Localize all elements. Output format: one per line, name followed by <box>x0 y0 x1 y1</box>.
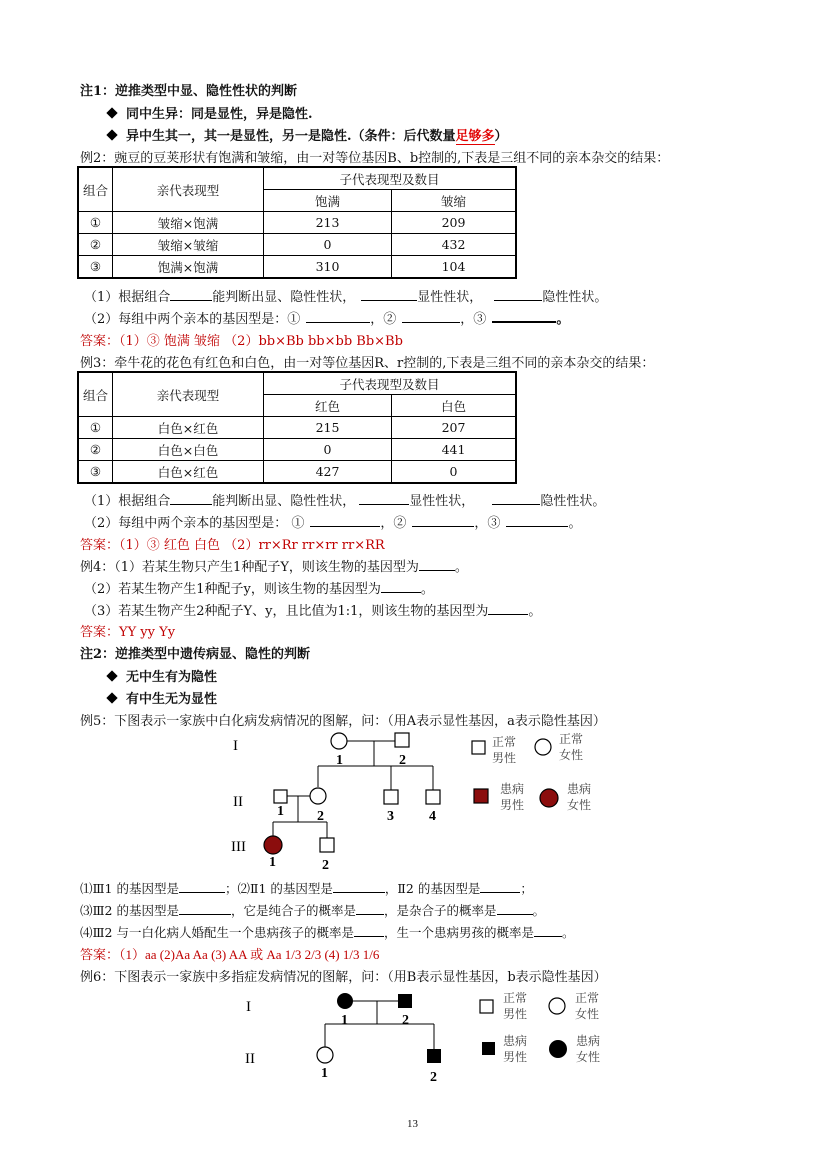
normal-male-symbol <box>320 838 334 852</box>
ex4-question1: 例4：（1）若某生物只产生1种配子Y，则该生物的基因型为 。 <box>80 560 468 575</box>
table-subheader: 饱满 <box>264 190 392 212</box>
table-row: ③ 白色×红色 427 0 <box>78 461 516 484</box>
legend-normal-male-icon <box>480 1000 493 1013</box>
note2-title: 注2：逆推类型中遗传病显、隐性的判断 <box>80 647 311 662</box>
legend-affected-male-icon <box>482 1042 495 1055</box>
normal-female-symbol <box>331 733 347 749</box>
table-row: ③ 饱满×饱满 310 104 <box>78 256 516 279</box>
table-header: 组合 <box>78 167 113 212</box>
svg-text:患病: 患病 <box>503 1034 528 1048</box>
table-subheader: 红色 <box>264 395 392 417</box>
legend-normal-male-icon <box>472 741 485 754</box>
ex5-intro: 例5：下图表示一家族中白化病发病情况的图解，问：（用A表示显性基因，a表示隐性基因） <box>80 714 606 729</box>
legend-affected-male-icon <box>474 789 488 803</box>
note1-bullet1: 同中生异：同是显性，异是隐性. <box>104 103 313 122</box>
normal-male-symbol <box>395 733 409 747</box>
table-header: 子代表现型及数目 <box>264 167 517 190</box>
svg-text:男性: 男性 <box>492 751 517 765</box>
table-row: ② 白色×白色 0 441 <box>78 439 516 461</box>
svg-text:正常: 正常 <box>492 735 517 749</box>
normal-male-symbol <box>384 790 398 804</box>
ex5-question2: ⑶Ⅲ2 的基因型是 ，它是纯合子的概率是 ，是杂合子的概率是 。 <box>80 903 546 918</box>
individual-number: 2 <box>399 753 406 768</box>
table-row: ① 白色×红色 215 207 <box>78 417 516 439</box>
ex5-question3: ⑷Ⅲ2 与一白化病人婚配生一个患病孩子的概率是 ，生一个患病男孩的概率是 。 <box>80 925 575 940</box>
affected-female-symbol <box>264 836 282 854</box>
svg-text:患病: 患病 <box>576 1034 601 1048</box>
ex4-answer: 答案：YY yy Yy <box>80 625 176 640</box>
legend-normal-female-icon <box>549 998 565 1014</box>
svg-text:女性: 女性 <box>559 748 584 762</box>
ex4-question2: （2）若某生物产生1种配子y，则该生物的基因型为 。 <box>84 582 434 597</box>
note2-bullet2: 有中生无为显性 <box>104 688 217 707</box>
svg-text:患病: 患病 <box>567 782 592 796</box>
individual-number: 1 <box>277 804 284 819</box>
generation-label: III <box>231 839 246 855</box>
note1-bullet2: 异中生其一，其一是显性，另一是隐性.（条件：后代数量足够多） <box>104 125 508 144</box>
svg-text:2: 2 <box>402 1013 409 1028</box>
table-header: 亲代表现型 <box>113 372 264 417</box>
individual-number: 4 <box>429 809 436 824</box>
ex3-answer: 答案：（1）③ 红色 白色 （2）rr×Rr rr×rr rr×RR <box>80 538 385 553</box>
svg-text:女性: 女性 <box>567 798 592 812</box>
page-number: 13 <box>407 1118 418 1130</box>
svg-text:2: 2 <box>430 1070 437 1085</box>
generation-label: I <box>233 738 238 754</box>
ex4-question3: （3）若某生物产生2种配子Y、y，且比值为1:1，则该生物的基因型为 。 <box>84 604 542 619</box>
svg-text:正常: 正常 <box>575 991 600 1005</box>
ex6-intro: 例6：下图表示一家族中多指症发病情况的图解，问：（用B表示显性基因，b表示隐性基因） <box>80 970 607 985</box>
svg-text:1: 1 <box>341 1013 348 1028</box>
individual-number: 2 <box>317 809 324 824</box>
normal-male-symbol <box>426 790 440 804</box>
normal-female-symbol <box>317 1047 333 1063</box>
ex5-answer: 答案：（1）aa (2)Aa Aa (3) AA 或 Aa 1/3 2/3 (4) 1/3 1/6 <box>80 947 380 963</box>
affected-male-symbol <box>398 994 412 1008</box>
normal-female-symbol <box>310 788 326 804</box>
ex2-question1: （1）根据组合 能判断出显、隐性性状， 显性性状， 隐性性状。 <box>84 290 608 305</box>
individual-number: 2 <box>322 858 329 873</box>
svg-text:女性: 女性 <box>576 1050 601 1064</box>
highlight-text: 足够多 <box>455 129 495 144</box>
ex2-question2: （2）每组中两个亲本的基因型是：① ，② ，③ 。 <box>84 308 569 327</box>
table-header: 子代表现型及数目 <box>264 372 517 395</box>
ex5-question1: ⑴Ⅲ1 的基因型是 ；⑵Ⅱ1 的基因型是 ，Ⅱ2 的基因型是 ； <box>80 881 533 896</box>
generation-label: I <box>246 999 251 1015</box>
note2-bullet1: 无中生有为隐性 <box>104 666 217 685</box>
individual-number: 3 <box>387 809 394 824</box>
note1-title: 注1：逆推类型中显、隐性性状的判断 <box>80 84 298 99</box>
generation-label: II <box>233 794 243 810</box>
individual-number: 1 <box>269 855 276 870</box>
svg-text:男性: 男性 <box>503 1050 528 1064</box>
affected-female-symbol <box>337 993 353 1009</box>
ex3-question2: （2）每组中两个亲本的基因型是： ① ，② ，③ 。 <box>84 516 582 531</box>
legend-normal-female-icon <box>535 739 551 755</box>
normal-male-symbol <box>274 790 287 803</box>
legend-affected-female-icon <box>549 1040 567 1058</box>
table-row: ① 皱缩×饱满 213 209 <box>78 212 516 234</box>
legend-affected-female-icon <box>540 789 558 807</box>
svg-text:正常: 正常 <box>503 991 528 1005</box>
table-header: 亲代表现型 <box>113 167 264 212</box>
svg-text:男性: 男性 <box>503 1007 528 1021</box>
generation-label: II <box>245 1051 255 1067</box>
ex3-intro: 例3：牵牛花的花色有红色和白色，由一对等位基因R、r控制的,下表是三组不同的亲本杂交的结果： <box>80 356 655 371</box>
svg-text:患病: 患病 <box>500 782 525 796</box>
affected-male-symbol <box>427 1049 441 1063</box>
ex2-intro: 例2：豌豆的豆荚形状有饱满和皱缩，由一对等位基因B、b控制的,下表是三组不同的亲本杂交的结果： <box>80 151 670 166</box>
ex3-question1: （1）根据组合 能判断出显、隐性性状， 显性性状， 隐性性状。 <box>84 494 606 509</box>
svg-text:1: 1 <box>321 1066 328 1081</box>
svg-text:男性: 男性 <box>500 798 525 812</box>
table-header: 组合 <box>78 372 113 417</box>
ex2-answer: 答案：（1）③ 饱满 皱缩 （2）bb×Bb bb×bb Bb×Bb <box>80 334 403 349</box>
individual-number: 1 <box>336 753 343 768</box>
table-subheader: 皱缩 <box>392 190 517 212</box>
svg-text:女性: 女性 <box>575 1007 600 1021</box>
table-subheader: 白色 <box>392 395 517 417</box>
table-row: ② 皱缩×皱缩 0 432 <box>78 234 516 256</box>
svg-text:正常: 正常 <box>559 732 584 746</box>
